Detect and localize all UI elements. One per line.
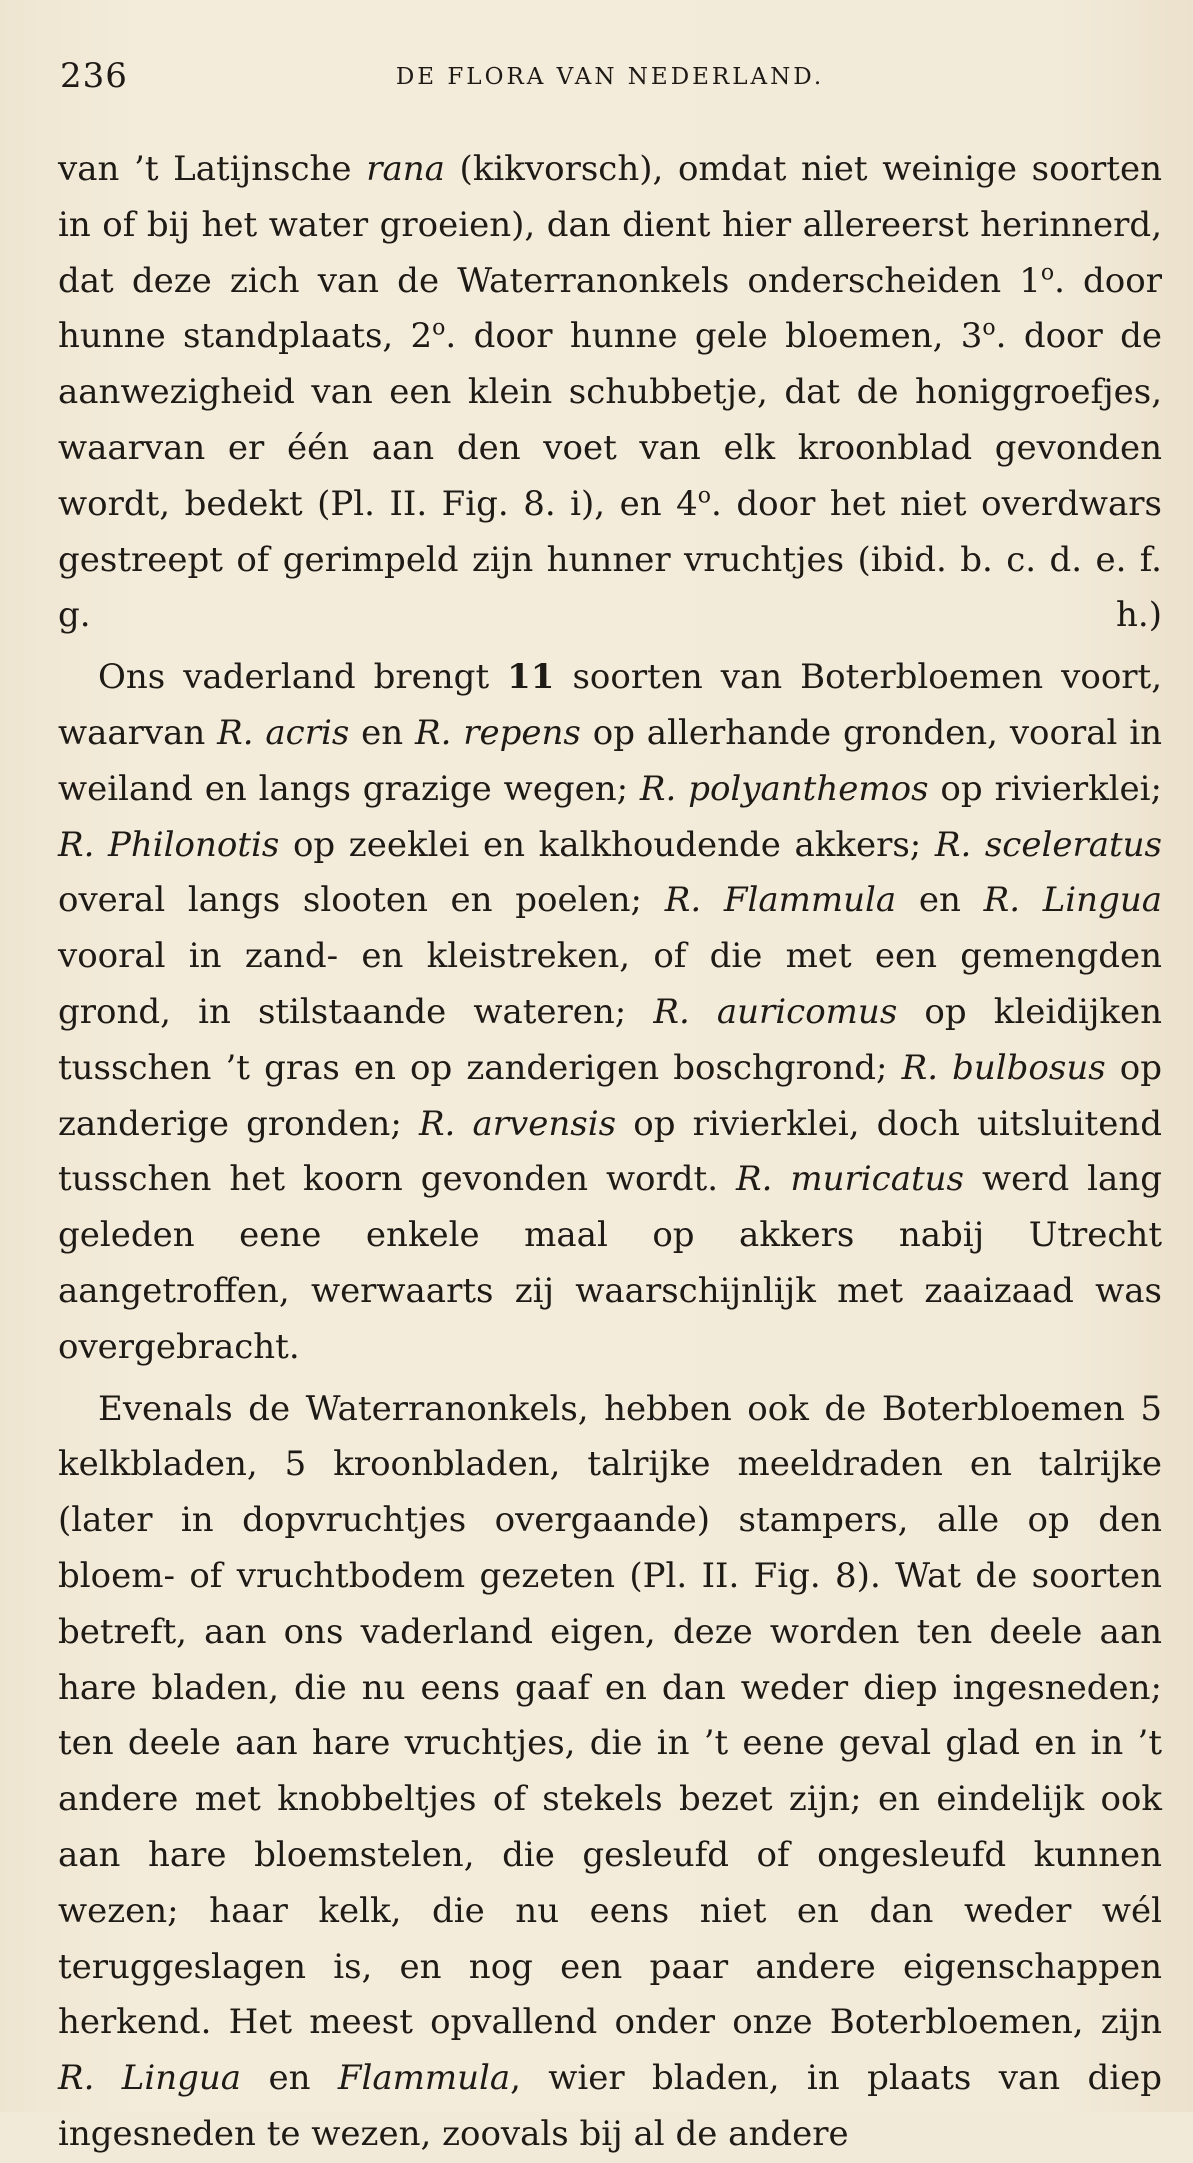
paragraph-1 — [58, 142, 1162, 644]
text-segment: werd lang geleden eene enkele maal op akkers nabij Utrecht aangetroffen, werwaarts zij waarschijnlijk met zaaizaad was overgebracht. — [58, 1159, 1162, 1367]
text-segment: R. Lingua — [983, 880, 1163, 921]
text-segment: R. auricomus — [653, 991, 898, 1032]
text-segment: op zeeklei en kalkhoudende akkers; — [279, 824, 935, 865]
paragraph-3 — [58, 1382, 1162, 2163]
text-segment: op kleidijken tusschen ’t gras en op zanderigen boschgrond; — [58, 991, 1163, 1088]
text-segment: R. Flammula — [664, 880, 897, 921]
text-segment: R. muricatus — [736, 1159, 964, 1200]
text-segment: . door hunne gele bloemen, 3 — [445, 316, 983, 357]
text-segment: vooral in zand- en kleistreken, of die met een gemengden grond, in stilstaande wateren; — [58, 936, 1162, 1032]
text-segment: overal langs slooten en poelen; — [58, 880, 665, 921]
text-segment: o — [697, 483, 712, 509]
text-segment: Evenals de Waterranonkels, hebben ook de Boterbloemen 5 kelkbladen, 5 kroonbladen, talrijke meeldraden en talrijke (later in dopvruchtjes overgaande) stampers, alle op den bloem- of vruchtbodem gezeten (Pl. II. Fig. 8). Wat de soorten betreft, aan ons vaderland eigen, deze worden ten deele aan hare bladen, die nu eens gaaf en dan weder diep ingesneden; ten deele aan hare vruchtjes, die in ’t eene geval glad en in ’t andere met knobbeltjes of stekels bezet zijn; en eindelijk ook aan hare bloemstelen, die gesleufd of ongesleufd kunnen wezen; haar kelk, die nu eens niet en dan weder wél teruggeslagen is, en nog een paar andere eigenschappen herkend. Het meest opvallend onder onze Boterbloemen, zijn — [58, 1388, 1162, 2043]
text-segment: en — [349, 712, 415, 753]
text-segment: R. Lingua — [58, 2058, 242, 2099]
text-segment: o — [1040, 260, 1055, 286]
body-text — [58, 142, 1162, 2163]
text-segment: R. repens — [415, 712, 581, 753]
text-segment: op zanderige gronden; — [58, 1047, 1162, 1144]
text-segment: van ’t Latijnsche — [58, 149, 367, 189]
paragraph-2 — [58, 650, 1162, 1375]
text-segment: R. arvensis — [418, 1103, 617, 1144]
text-segment: Ons vaderland brengt — [98, 657, 508, 698]
text-segment: en — [241, 2058, 338, 2099]
text-segment: (kikvorsch), omdat niet weinige soorten in of bij het water groeien), dan dient hier allereerst herinnerd, dat deze zich van de Waterranonkels onderscheiden 1 — [58, 149, 1162, 301]
text-segment: soorten van Boterbloemen voort, waarvan — [58, 657, 1163, 753]
text-segment: op rivierklei, doch uitsluitend tusschen het koorn gevonden wordt. — [58, 1103, 1162, 1200]
text-segment: . door het niet overdwars gestreept of gerimpeld zijn hunner vruchtjes (ibid. b. c. d. e. f. g. h.) — [58, 483, 1163, 636]
text-segment: op allerhande gronden, vooral in weiland en langs grazige wegen; — [58, 712, 1162, 809]
text-segment: . door hunne standplaats, 2 — [58, 260, 1162, 357]
text-segment: , wier bladen, in plaats van diep ingesneden te wezen, zoovals bij al de andere — [58, 2058, 1163, 2154]
text-segment: . door de aanwezigheid van een klein schubbetje, dat de honiggroefjes, waarvan er één aan den voet van elk kroonblad gevonden wordt, bedekt (Pl. II. Fig. 8. i), en 4 — [58, 316, 1163, 524]
running-title: DE FLORA VAN NEDERLAND. — [395, 64, 825, 90]
text-segment: R. bulbosus — [901, 1047, 1106, 1088]
text-segment: R. sceleratus — [934, 824, 1163, 865]
text-segment: R. polyanthemos — [639, 768, 929, 809]
page-number: 236 — [60, 56, 128, 96]
text-segment: o — [432, 316, 446, 342]
text-segment: R. acris — [217, 712, 350, 753]
text-segment: 11 — [507, 657, 555, 698]
text-segment: en — [896, 880, 984, 921]
text-segment: Flammula — [337, 2058, 511, 2099]
text-segment: o — [982, 316, 996, 342]
page-header — [60, 56, 1160, 106]
text-segment: rana — [366, 149, 445, 189]
text-segment: op rivierklei; — [928, 768, 1163, 809]
text-segment: R. Philonotis — [58, 824, 280, 865]
